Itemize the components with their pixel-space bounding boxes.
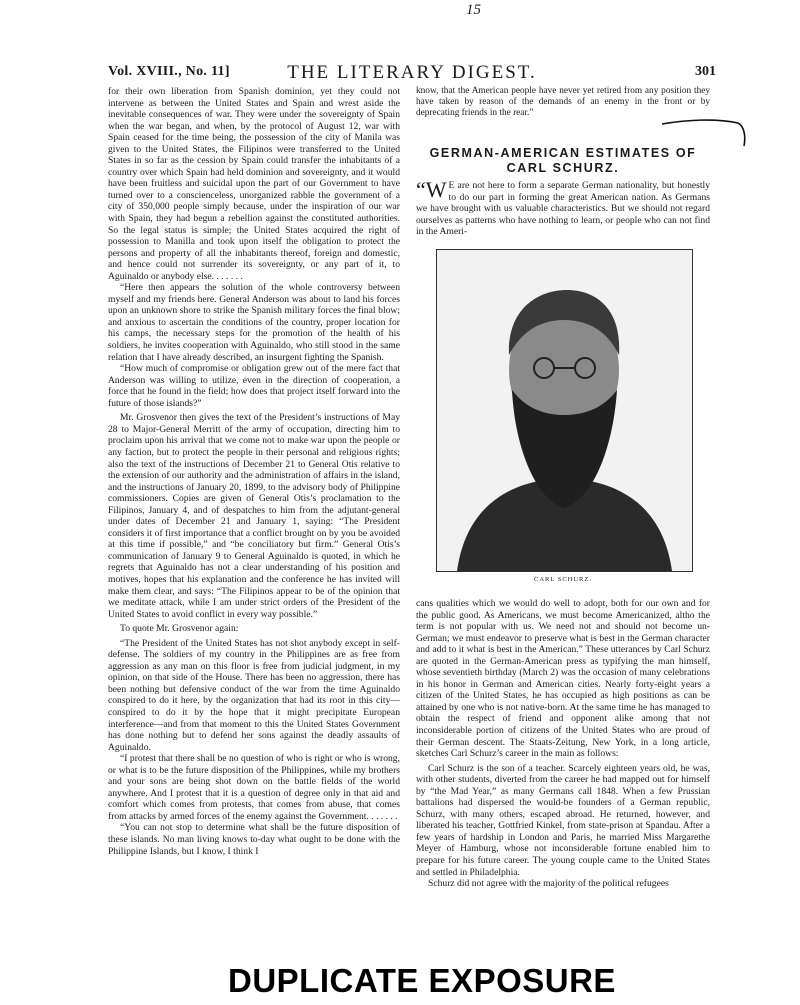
- page-header: [108, 62, 716, 84]
- paragraph: for their own liberation from Spanish dominion, yet they could not intervene as between the United States and Spain and wrest aside the inevitable consequences of war. They were under the sovereignty of Spain when the war began, and when, by the protocol of August 12, war with Spain ceased for the time being, the possession of the city of Manila was given to the United States, the Filipinos were transferred to the United States in so far as the cession by Spain could transfer the inhabitants of a country over which Spain had held dominion and sovereignty, and it would have been fruitless and suicidal upon the part of our Government to have turned over to a conscienceless, unorganized rabble the government of a city of 350,000 people simply because, under the inspiration of our war with Spain, they had begun a rebellion against the constituted authorities. So the legal status is simple; the United States acquired the right of possession to Manilla and took upon itself the obligation to protect the persons and property of all the inhabitants thereof, foreign and domestic, and hence could not surrender its sovereignty, or any part of it, to Aguinaldo or anybody else. . . . . . .: [108, 86, 400, 282]
- photo-caption: CARL SCHURZ.: [534, 576, 592, 583]
- duplicate-exposure-stamp: DUPLICATE EXPOSURE: [228, 962, 616, 999]
- intro-text: E are not here to form a separate German nationality, but honestly to do our part in forming the great American nation. As Germans we have brought with us valuable characteristics. But we should not regard ourselves as patterns who have nothing to learn, or people who can not find in the Ameri-: [416, 180, 710, 238]
- portrait-photo: [436, 249, 693, 572]
- scan-page-mark: 15: [466, 2, 481, 18]
- paragraph: “Here then appears the solution of the whole controversy between myself and my friends here. General Anderson was about to land his forces upon an unknown shore to strike the Spanish military forces the final blow; and anxious to ascertain the conditions of the country, proper location for his camps, the necessary steps for the promotion of the health of his soldiers, he invites cooperation with Aguinaldo, who still stood in the same relation that I have already described, an insurgent fighting the Spanish.: [108, 282, 400, 363]
- article-heading: GERMAN-AMERICAN ESTIMATES OF CARL SCHURZ.: [429, 146, 697, 175]
- journal-title: THE LITERARY DIGEST.: [287, 62, 537, 83]
- article-intro: [416, 177, 710, 238]
- right-column-bottom: [416, 598, 710, 890]
- volume-info: Vol. XVIII., No. 11]: [108, 64, 230, 79]
- quote-paragraph: “I protest that there shall be no question of who is right or who is wrong, or what is to be the future disposition of the Philippines, while my brothers and your sons are being shot down on the battle fields of the world anywhere. And I protest that it is a question of degree only in that aid and comfort which comes from protests, that comes from abuse, that comes from attacks by armed forces of the enemy against the Government. . . . . . .: [108, 753, 400, 822]
- paragraph: know, that the American people have never yet retired from any position they have taken by reason of the demands of an enemy in the front or by deprecating friends in the rear.”: [416, 86, 710, 119]
- paragraph: Mr. Grosvenor then gives the text of the President’s instructions of May 28 to Major-General Merritt of the army of occupation, directing him to proclaim upon his arrival that we come not to make war upon the people or any faction, but to protect the people in their personal and religious rights; also the text of the instructions of December 21 to General Otis relative to the extension of our authority and the administration of affairs in the island, and the instructions of January 20, 1899, to the advisory body of Philippine commissioners. Copies are given of General Otis’s proclamation to the Filipinos, January 4, and of despatches to him from the adjutant-general under dates of December 21 and January 1, saying: “The President considers it of first importance that a conflict brought on by you be avoided at this time if possible,” and “be conciliatory but firm.” General Otis’s communication of January 9 to General Aguinaldo is quoted, in which he regrets that Aguinaldo has not a clear understanding of his position and motives, hopes that his explanation and the conference he has invited will make them clear, and says: “The Filipinos appear to be of the opinion that we meditate attack, while I am under strict orders of the President of the United States to avoid conflict in every way possible.”: [108, 412, 400, 620]
- paragraph: To quote Mr. Grosvenor again:: [120, 623, 239, 635]
- pen-stroke-mark: [660, 114, 750, 150]
- intro-paragraph: [416, 177, 710, 238]
- page-number: 301: [695, 64, 716, 79]
- quote-paragraph: “The President of the United States has not shot anybody except in self-defense. The soldiers of my country in the Philippines are as free from aggression as any man on this floor is free from judicial judgment, in my opinion, on that side of the House. There has been no aggression, there has been nothing but defensive conduct of the war from the time Aguinaldo conspired to do it here, by the organization that had its root in this city—conspired to do it by the hope that it might precipitate European interference—and from that moment to this the United States Government has done nothing but to defend her sons against the deadly assaults of Aguinaldo.: [108, 637, 400, 753]
- quote-paragraph: Schurz did not agree with the majority of the political refugees: [428, 878, 669, 890]
- left-column: [108, 86, 400, 857]
- drop-cap: “W: [416, 177, 447, 202]
- quote-paragraph: Carl Schurz is the son of a teacher. Scarcely eighteen years old, he was, with other students, diverted from the career he had mapped out for himself by “the Mad Year,” as many Germans call 1848. When a few Prussian battalions had dispersed the would-be founders of a German republic, Schurz, with many others, escaped abroad. He returned, however, and liberated his teacher, Gottfried Kinkel, from state-prison at Spandau. After a few years of hardship in London and Paris, he married Miss Margarethe Meyer of Hamburg, whose not inconsiderable fortune enabled him to prepare for his future career. The young couple came to the United States and settled in Philadelphia.: [416, 762, 710, 878]
- quote-paragraph: “You can not stop to determine what shall be the future disposition of these islands. No man living knows to-day what ought to be done with the Philippine Islands, but I know, I think I: [108, 822, 400, 857]
- paragraph: cans qualities which we would do well to adopt, both for our own and for the public good. As Americans, we must become Americanized, altho the term is not popular with us. We need not and should not become un-German; we must endeavor to preserve what is best in the German character and add to it what is best in the American.” These utterances by Carl Schurz are quoted in the German-American press as typifying the man himself, whose seventieth birthday (March 2) was the occasion of many celebrations in his honor in German and American cities. Nearly forty-eight years a citizen of the United States, he has occupied as high positions as can be attained by one who is not native-born. At the same time he has managed to obtain the respect of friend and opponent alike among that not inconsiderable portion of citizens of the United States who are proud of their German descent. The Staats-Zeitung, New York, in a long article, sketches Carl Schurz’s career in the main as follows:: [416, 598, 710, 760]
- paragraph: “How much of compromise or obligation grew out of the mere fact that Anderson was willing to utilize, even in the direction of cooperation, a force that he found in the field; how does that project itself forward into the future of those islands?”: [108, 363, 400, 409]
